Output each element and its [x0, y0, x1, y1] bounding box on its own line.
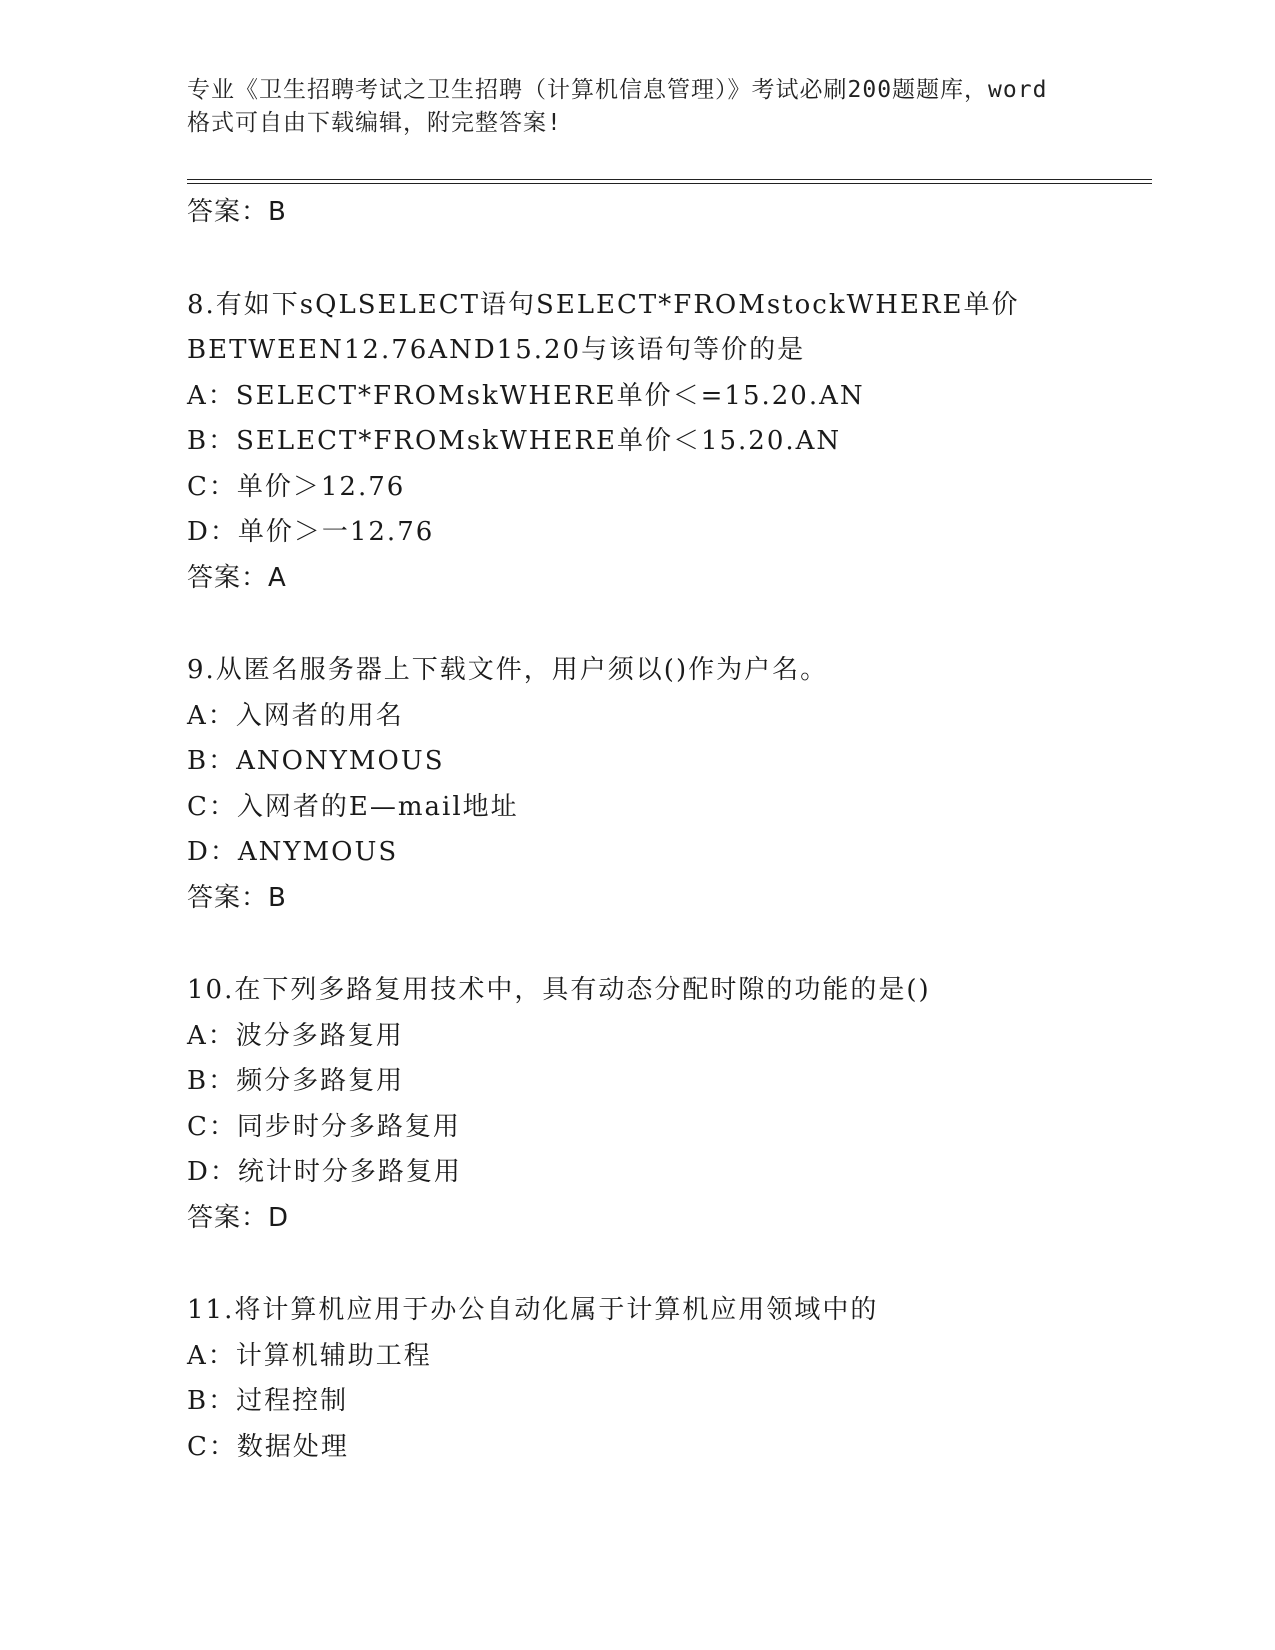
question-11-option-b: B：过程控制 — [187, 1386, 349, 1416]
question-8-option-b: B：SELECT*FROMskWHERE单价＜15.20.AN — [187, 426, 842, 456]
spacer — [187, 236, 1147, 283]
question-10-stem: 10.在下列多路复用技术中，具有动态分配时隙的功能的是() — [187, 975, 931, 1005]
question-9 — [187, 648, 1147, 921]
question-9-option-a: A：入网者的用名 — [187, 700, 404, 731]
question-10-answer: 答案：D — [187, 1202, 290, 1233]
question-9-option-c: C：入网者的E—mail地址 — [187, 791, 519, 822]
spacer — [187, 921, 1147, 968]
question-11-stem: 11.将计算机应用于办公自动化属于计算机应用领域中的 — [187, 1295, 879, 1325]
header-divider-top — [187, 179, 1152, 180]
question-10-option-a: A：波分多路复用 — [187, 1020, 404, 1051]
question-8-stem-line-1: 8.有如下sQLSELECT语句SELECT*FROMstockWHERE单价 — [187, 289, 1020, 320]
question-10-option-d: D：统计时分多路复用 — [187, 1157, 462, 1187]
question-9-option-d: D：ANYMOUS — [187, 837, 399, 867]
question-10 — [187, 968, 1147, 1241]
question-list — [187, 190, 1147, 1470]
question-8-stem-line-2: BETWEEN12.76AND15.20与该语句等价的是 — [187, 335, 806, 365]
spacer — [187, 1241, 1147, 1288]
question-8-option-d: D：单价＞一12.76 — [187, 517, 435, 547]
question-8-option-a: A：SELECT*FROMskWHERE单价＜=15.20.AN — [187, 380, 865, 411]
question-9-option-b: B：ANONYMOUS — [187, 746, 445, 776]
header-title-line-1: 专业《卫生招聘考试之卫生招聘（计算机信息管理）》考试必刷200题题库，word — [187, 77, 1048, 103]
question-9-stem: 9.从匿名服务器上下载文件，用户须以()作为户名。 — [187, 655, 829, 685]
question-8 — [187, 283, 1147, 602]
question-11-option-a: A：计算机辅助工程 — [187, 1340, 432, 1371]
question-8-answer: 答案：A — [187, 562, 287, 593]
question-9-answer: 答案：B — [187, 882, 287, 913]
page-header — [187, 74, 1087, 140]
header-title-line-2: 格式可自由下载编辑，附完整答案! — [187, 110, 562, 136]
question-11 — [187, 1288, 1147, 1470]
spacer — [187, 601, 1147, 648]
question-10-option-c: C：同步时分多路复用 — [187, 1111, 461, 1142]
header-divider-bottom — [187, 183, 1152, 184]
question-11-option-c: C：数据处理 — [187, 1431, 349, 1462]
question-10-option-b: B：频分多路复用 — [187, 1066, 405, 1096]
question-8-option-c: C：单价＞12.76 — [187, 471, 406, 502]
previous-answer: 答案：B — [187, 197, 287, 227]
